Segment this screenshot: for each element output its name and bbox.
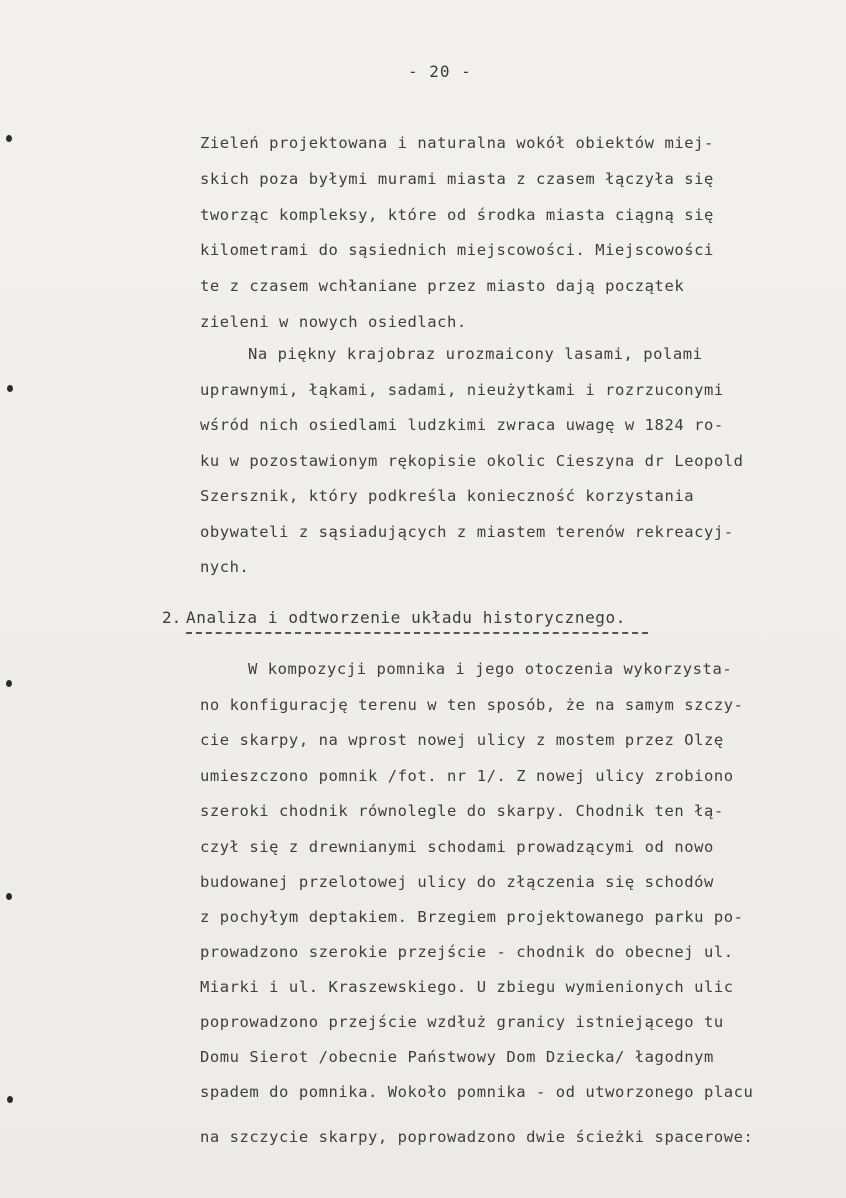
section-number: 2. xyxy=(162,608,182,627)
page-number: - 20 - xyxy=(408,62,472,81)
paragraph-3-line: poprowadzono przejście wzdłuż granicy istniejącego tu xyxy=(200,1013,724,1031)
paragraph-2-line: Szersznik, który podkreśla konieczność korzystania xyxy=(200,487,695,505)
paragraph-1-line: Zieleń projektowana i naturalna wokół obiektów miej- xyxy=(200,134,714,152)
paragraph-2-line: uprawnymi, łąkami, sadami, nieużytkami i rozrzuconymi xyxy=(200,381,724,399)
section-title: Analiza i odtworzenie układu historycznego. xyxy=(186,608,627,627)
paragraph-1-line: kilometrami do sąsiednich miejscowości. Miejscowości xyxy=(200,241,714,259)
punch-hole-mark xyxy=(6,893,12,900)
punch-hole-mark xyxy=(6,680,12,687)
paragraph-3-line: W kompozycji pomnika i jego otoczenia wykorzysta- xyxy=(248,660,733,678)
paragraph-3-line: spadem do pomnika. Wokoło pomnika - od utworzonego placu xyxy=(200,1083,754,1101)
paragraph-1-line: zieleni w nowych osiedlach. xyxy=(200,313,467,331)
punch-hole-mark xyxy=(7,1096,13,1103)
paragraph-3-line: budowanej przelotowej ulicy do złączenia się schodów xyxy=(200,873,714,891)
paragraph-2-line: Na piękny krajobraz urozmaicony lasami, polami xyxy=(248,345,703,363)
paragraph-3-line: na szczycie skarpy, poprowadzono dwie ścieżki spacerowe: xyxy=(200,1128,754,1146)
paragraph-3-line: szeroki chodnik równolegle do skarpy. Chodnik ten łą- xyxy=(200,802,724,820)
punch-hole-mark xyxy=(7,385,13,392)
paragraph-3-line: z pochyłym deptakiem. Brzegiem projektowanego parku po- xyxy=(200,908,744,926)
paragraph-3-line: umieszczono pomnik /fot. nr 1/. Z nowej ulicy zrobiono xyxy=(200,767,734,785)
paragraph-3-line: prowadzono szerokie przejście - chodnik do obecnej ul. xyxy=(200,943,734,961)
paragraph-2-line: wśród nich osiedlami ludzkimi zwraca uwagę w 1824 ro- xyxy=(200,416,724,434)
section-title-underline xyxy=(186,632,648,634)
paragraph-2-line: obywateli z sąsiadujących z miastem terenów rekreacyj- xyxy=(200,523,734,541)
paragraph-1-line: tworząc kompleksy, które od środka miasta ciągną się xyxy=(200,206,714,224)
paragraph-1-line: skich poza byłymi murami miasta z czasem łączyła się xyxy=(200,170,714,188)
paragraph-2-line: ku w pozostawionym rękopisie okolic Cieszyna dr Leopold xyxy=(200,452,744,470)
paragraph-3-line: cie skarpy, na wprost nowej ulicy z mostem przez Olzę xyxy=(200,731,724,749)
paragraph-3-line: Domu Sierot /obecnie Państwowy Dom Dziecka/ łagodnym xyxy=(200,1048,714,1066)
paragraph-3-line: no konfigurację terenu w ten sposób, że na samym szczy- xyxy=(200,696,744,714)
paragraph-3-line: czył się z drewnianymi schodami prowadzącymi od nowo xyxy=(200,838,714,856)
paragraph-1-line: te z czasem wchłaniane przez miasto dają początek xyxy=(200,277,685,295)
punch-hole-mark xyxy=(6,135,12,142)
paragraph-2-line: nych. xyxy=(200,558,250,576)
paragraph-3-line: Miarki i ul. Kraszewskiego. U zbiegu wymienionych ulic xyxy=(200,978,734,996)
